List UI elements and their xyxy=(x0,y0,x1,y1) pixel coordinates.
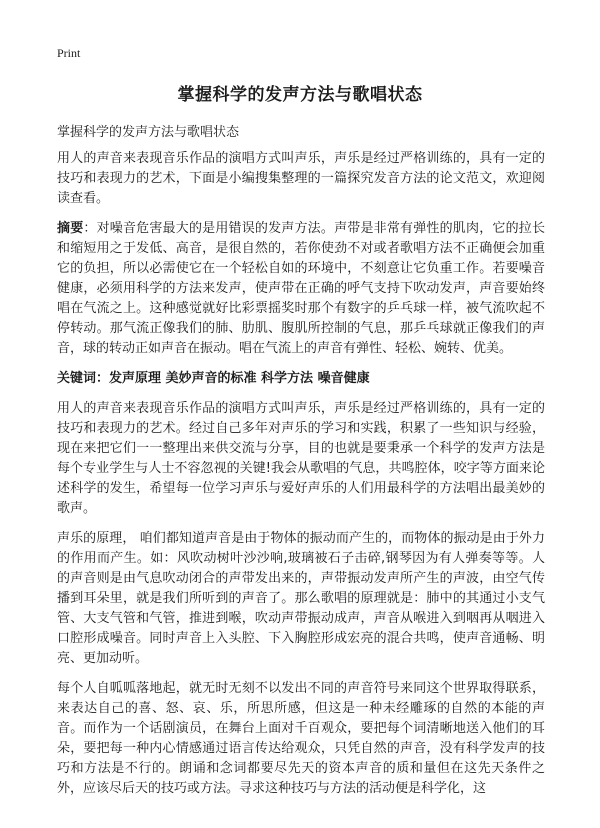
body-paragraph-3: 每个人自呱呱落地起，就无时无刻不以发出不同的声音符号来同这个世界取得联系，来表达自己的喜、怒、哀、乐，所思所感，但这是一种未经雕琢的自然的本能的声音。而作为一个话剧演员，在舞台上面对千百观众，要把每个词清晰地送入他们的耳朵，要把每一种内心情感通过语言传达给观众，只凭自然的声音，没有科学发声的技巧和方法是不行的。朗诵和念词都要尽先天的资本声音的质和量但在这先天条件之外，应该尽后天的技巧或方法。寻求这种技巧与方法的活动便是科学化，这 xyxy=(57,681,545,796)
abstract-paragraph xyxy=(57,219,545,359)
abstract-text: ：对噪音危害最大的是用错误的发声方法。声带是非常有弹性的肌肉，它的拉长和缩短用之于发低、高音，是很自然的，若你使劲不对或者歌唱方法不正确便会加重它的负担，所以必需使它在一个轻松自如的环境中，不刻意让它负重工作。若要噪音健康，必须用科学的方法来发声，使声带在正确的呼气支持下吹动发声，声音要始终唱在气流之上。这种感觉就好比彩票摇奖时那个有数字的乒乓球一样，被气流吹起不停转动。那气流正像我们的肺、肋肌、腹肌所控制的气息，那乒乓球就正像我们的声音，球的转动正如声音在振动。唱在气流上的声音有弹性、轻松、婉转、优美。 xyxy=(57,221,545,356)
abstract-label: 摘要 xyxy=(57,221,84,236)
page-title: 掌握科学的发声方法与歌唱状态 xyxy=(177,85,423,105)
article-body xyxy=(57,149,545,809)
intro-paragraph: 用人的声音来表现音乐作品的演唱方式叫声乐，声乐是经过严格训练的，具有一定的技巧和表现力的艺术，下面是小编搜集整理的一篇探究发音方法的论文范文，欢迎阅读查看。 xyxy=(57,151,545,206)
print-link[interactable]: Print xyxy=(57,46,81,60)
keywords-line: 关键词：发声原理 美妙声音的标准 科学方法 噪音健康 xyxy=(57,371,370,386)
article-subtitle: 掌握科学的发声方法与歌唱状态 xyxy=(57,125,240,140)
body-paragraph-1: 用人的声音来表现音乐作品的演唱方式叫声乐，声乐是经过严格训练的，具有一定的技巧和表现力的艺术。经过自己多年对声乐的学习和实践，积累了一些知识与经验，现在来把它们一一整理出来供交流与分享，目的也就是要秉承一个科学的发声方法是每个专业学生与人士不容忽视的关键!我会从歌唱的气息，共鸣腔体，咬字等方面来论述科学的发生，希望每一位学习声乐与爱好声乐的人们用最科学的方法唱出最美妙的歌声。 xyxy=(57,401,545,516)
body-paragraph-2: 声乐的原理， 咱们都知道声音是由于物体的振动而产生的，而物体的振动是由于外力的作用而产生。如：风吹动树叶沙沙响,玻璃被石子击碎,钢琴因为有人弹奏等等。人的声音则是由气息吹动闭合的声带发出来的，声带振动发声所产生的声波，由空气传播到耳朵里，就是我们所听到的声音了。那么歌唱的原理就是：肺中的其通过小支气管、大支气管和气管，推进到喉，吹动声带振动成声，声音从喉进入到咽再从咽进入口腔形成噪音。同时声音上入头腔、下入胸腔形成宏亮的混合共鸣，使声音通畅、明亮、更加动听。 xyxy=(57,531,545,666)
